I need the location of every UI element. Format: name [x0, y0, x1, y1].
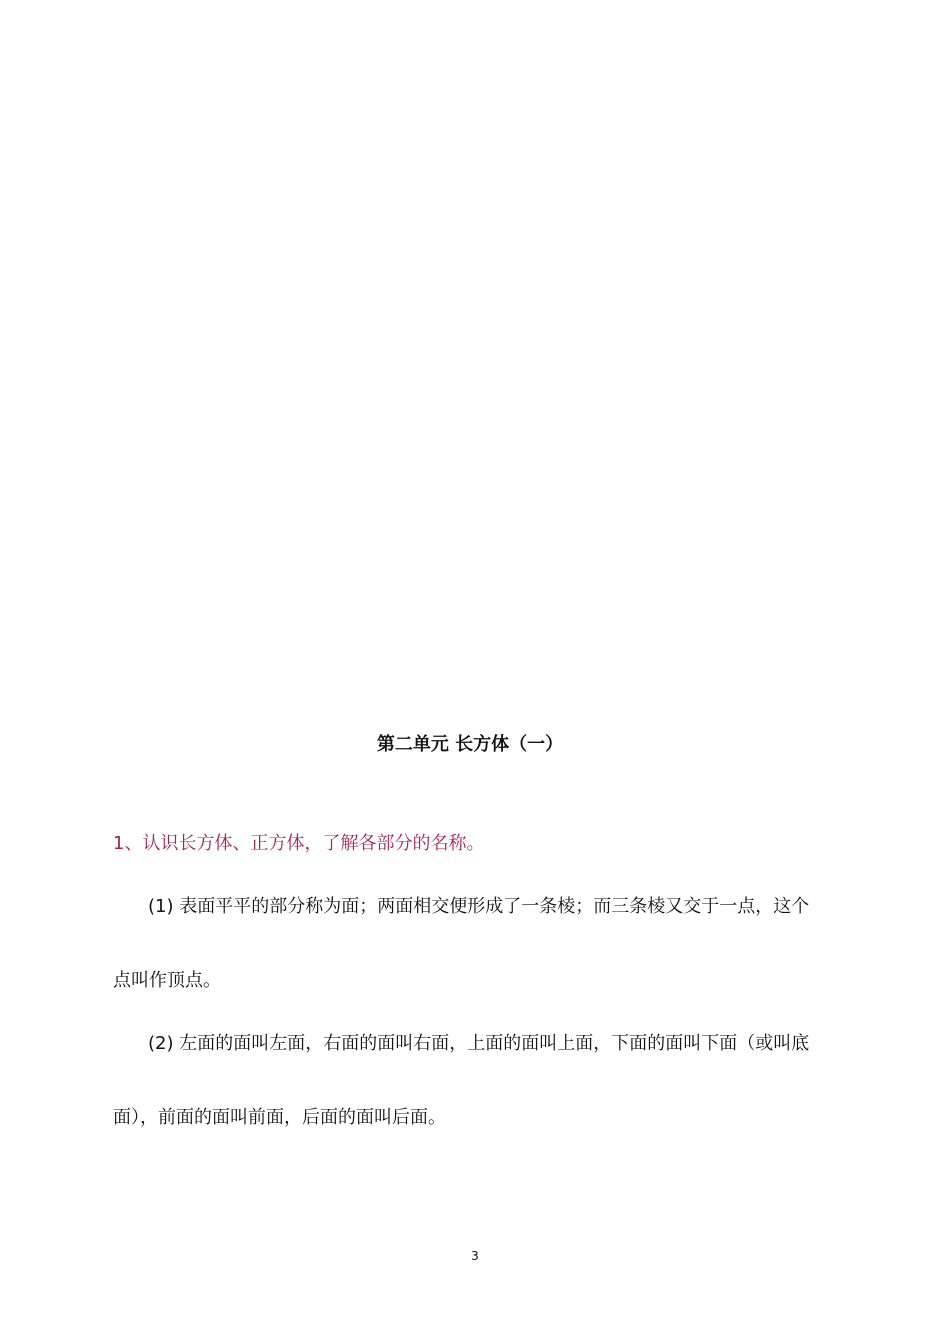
page-number: 3 [471, 1249, 479, 1263]
paragraph-2-line-1: (2) 左面的面叫左面，右面的面叫右面，上面的面叫上面，下面的面叫下面（或叫底 [148, 1033, 810, 1054]
paragraph-2-line-2: 面），前面的面叫前面，后面的面叫后面。 [113, 1107, 446, 1128]
section-heading: 1、认识长方体、正方体，了解各部分的名称。 [113, 833, 485, 854]
page-title: 第二单元 长方体（一） [376, 734, 564, 755]
paragraph-1-line-2: 点叫作顶点。 [113, 970, 221, 991]
paragraph-1-line-1: (1) 表面平平的部分称为面；两面相交便形成了一条棱；而三条棱又交于一点，这个 [148, 896, 810, 917]
